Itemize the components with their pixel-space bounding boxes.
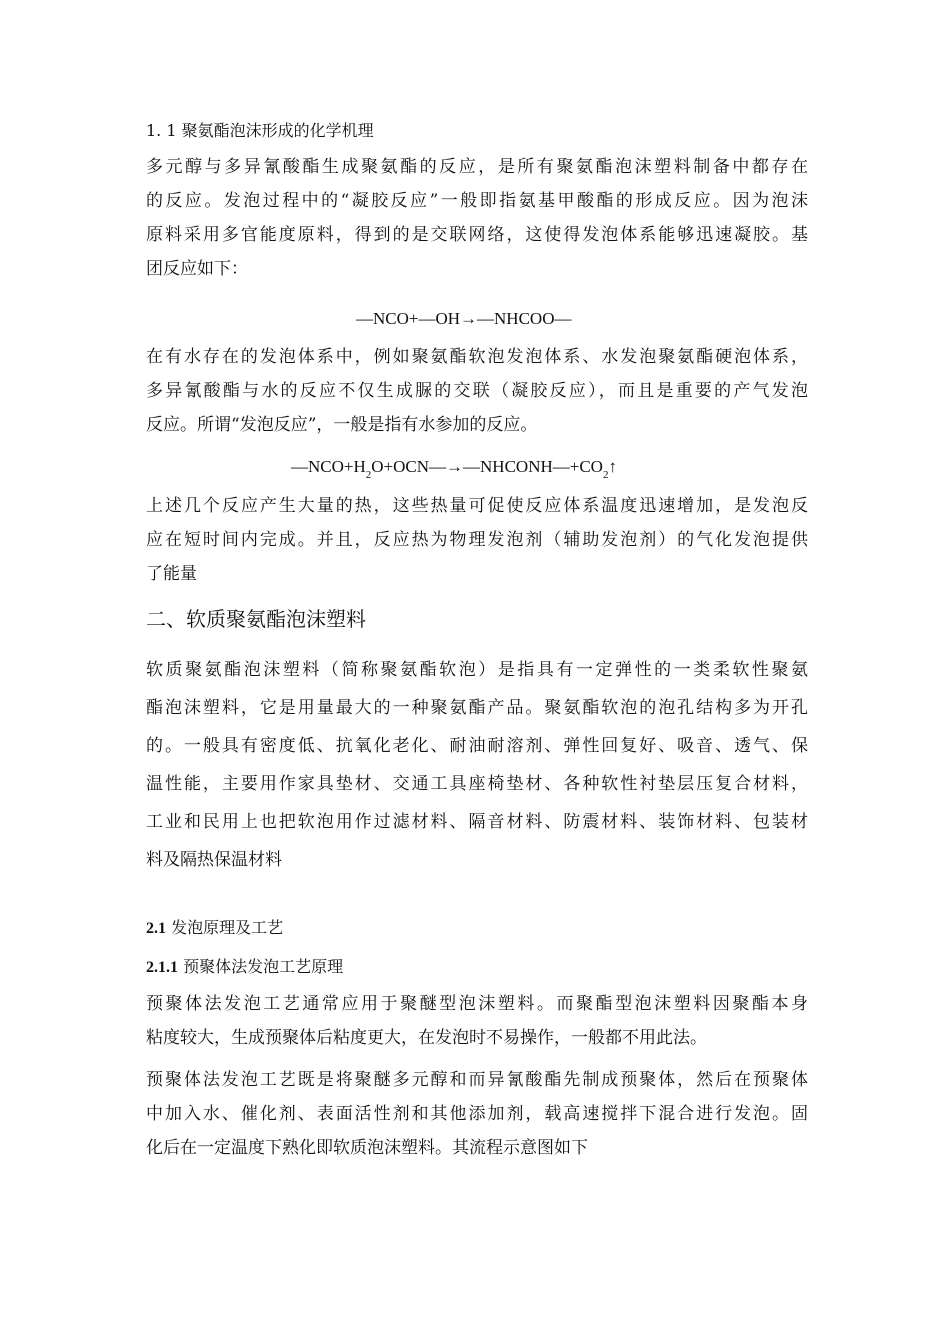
text-line: 中加入水、催化剂、表面活性剂和其他添加剂，载高速搅拌下混合进行发泡。固	[146, 1104, 808, 1124]
text-line: 工业和民用上也把软泡用作过滤材料、隔音材料、防震材料、装饰材料、包装材	[146, 812, 808, 832]
paragraph-heat	[146, 489, 808, 591]
equation-gel: —NCO+—OH→—NHCOO—	[356, 309, 572, 328]
text-line: 的反应。发泡过程中的“凝胶反应”一般即指氨基甲酸酯的形成反应。因为泡沫	[146, 191, 808, 211]
section-title: 发泡原理及工艺	[166, 918, 284, 937]
text-line: 粘度较大，生成预聚体后粘度更大，在发泡时不易操作，一般都不用此法。	[146, 1028, 707, 1048]
text-line: 原料采用多官能度原料，得到的是交联网络，这使得发泡体系能够迅速凝胶。基	[146, 225, 808, 245]
text-line: 上述几个反应产生大量的热，这些热量可促使反应体系温度迅速增加，是发泡反	[146, 496, 808, 516]
text-line: 了能量	[146, 564, 197, 584]
subscript: 2	[602, 469, 609, 481]
section-heading-2-1-1	[146, 956, 343, 979]
text-line: 应在短时间内完成。并且，反应热为物理发泡剂（辅助发泡剂）的气化发泡提供	[146, 530, 808, 550]
text-line: 多异氰酸酯与水的反应不仅生成脲的交联（凝胶反应），而且是重要的产气发泡	[146, 381, 808, 401]
equation-foaming	[291, 456, 617, 480]
equation-part: —NCO+H	[291, 457, 366, 476]
section-heading-2-1	[146, 917, 283, 940]
subscript: 2	[365, 469, 372, 481]
paragraph-water-reaction	[146, 340, 808, 442]
section-heading-2	[146, 606, 366, 632]
text-line: 料及隔热保温材料	[146, 850, 282, 870]
text-line: 反应。所谓“发泡反应”，一般是指有水参加的反应。	[146, 415, 538, 435]
text-line: 团反应如下：	[146, 259, 248, 279]
paragraph-prepolymer-process	[146, 1063, 808, 1165]
text-line: 预聚体法发泡工艺既是将聚醚多元醇和而异氰酸酯先制成预聚体，然后在预聚体	[146, 1070, 808, 1090]
text-line: 化后在一定温度下熟化即软质泡沫塑料。其流程示意图如下	[146, 1138, 588, 1158]
paragraph-soft-foam	[146, 651, 808, 879]
text-line: 多元醇与多异氰酸酯生成聚氨酯的反应，是所有聚氨酯泡沫塑料制备中都存在	[146, 157, 808, 177]
section-title: 预聚体法发泡工艺原理	[178, 957, 344, 976]
text-line: 在有水存在的发泡体系中，例如聚氨酯软泡发泡体系、水发泡聚氨酯硬泡体系，	[146, 347, 808, 367]
text-line: 酯泡沫塑料，它是用量最大的一种聚氨酯产品。聚氨酯软泡的泡孔结构多为开孔	[146, 698, 808, 718]
section-title: 二、软质聚氨酯泡沫塑料	[146, 607, 366, 631]
section-number: 2.1.1	[146, 959, 178, 976]
up-arrow-icon: ↑	[608, 457, 617, 476]
section-number: 2.1	[146, 920, 166, 937]
section-title: 1. 1 聚氨酯泡沫形成的化学机理	[146, 121, 374, 140]
paragraph-prepolymer-intro	[146, 987, 808, 1055]
paragraph-gel-reaction	[146, 150, 808, 286]
text-line: 预聚体法发泡工艺通常应用于聚醚型泡沫塑料。而聚酯型泡沫塑料因聚酯本身	[146, 994, 808, 1014]
equation-part: O+OCN—→—NHCONH—+CO	[371, 457, 603, 476]
text-line: 温性能，主要用作家具垫材、交通工具座椅垫材、各种软性衬垫层压复合材料，	[146, 774, 808, 794]
text-line: 软质聚氨酯泡沫塑料（简称聚氨酯软泡）是指具有一定弹性的一类柔软性聚氨	[146, 660, 808, 680]
text-line: 的。一般具有密度低、抗氧化老化、耐油耐溶剂、弹性回复好、吸音、透气、保	[146, 736, 808, 756]
section-heading-1-1	[146, 120, 374, 142]
